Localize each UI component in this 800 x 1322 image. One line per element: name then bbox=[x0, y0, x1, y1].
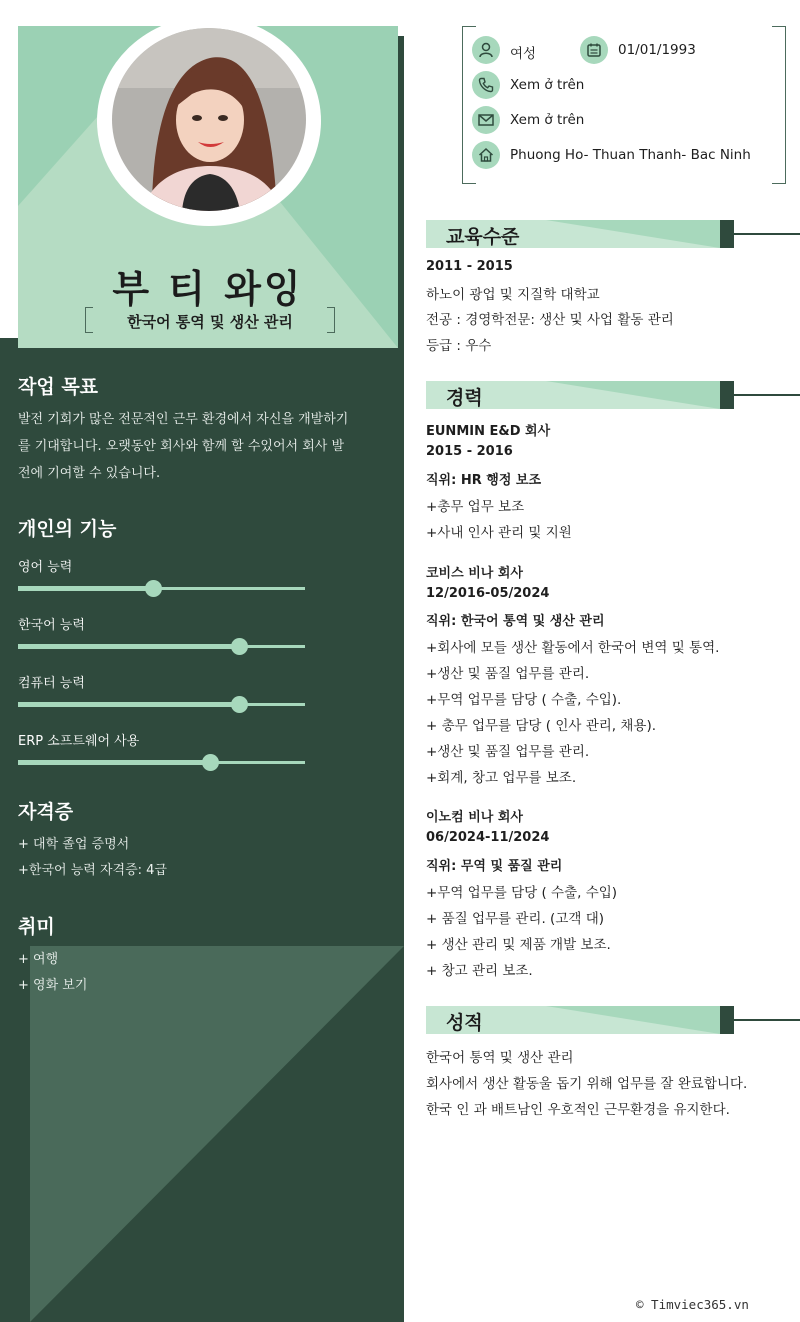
objective-text bbox=[18, 406, 386, 487]
job-period: 2015 - 2016 bbox=[426, 444, 513, 459]
home-icon bbox=[472, 141, 500, 169]
skill-bar-english bbox=[18, 587, 305, 590]
skill-label: 컴퓨터 능력 bbox=[18, 676, 85, 691]
achievements-heading: 성적 bbox=[446, 1012, 483, 1034]
contact-info-box bbox=[462, 26, 786, 184]
job-company: EUNMIN E&D 회사 bbox=[426, 424, 551, 439]
header-rule bbox=[734, 394, 800, 396]
job-position: 직위: 한국어 통역 및 생산 관리 bbox=[426, 614, 605, 629]
skill-bar-computer bbox=[18, 703, 305, 706]
hobby-item: + 영화 보기 bbox=[18, 978, 88, 993]
job-company: 이노컴 비나 회사 bbox=[426, 810, 523, 825]
calendar-icon bbox=[580, 36, 608, 64]
gender-value: 여성 bbox=[510, 46, 537, 62]
achievement-line: 한국 인 과 배트남인 우호적인 근무환경을 유지한다. bbox=[426, 1102, 730, 1118]
hobbies-heading: 취미 bbox=[18, 916, 55, 938]
phone-value: Xem ở trên bbox=[510, 77, 585, 93]
skills-heading: 개인의 기능 bbox=[18, 518, 117, 540]
job-duty: +사내 인사 관리 및 지원 bbox=[426, 525, 572, 541]
job-company: 코비스 비나 회사 bbox=[426, 566, 523, 581]
job-duty: +회사에 모들 생산 활동에서 한국어 변역 및 통역. bbox=[426, 640, 720, 656]
objective-line: 전에 기여할 수 있습니다. bbox=[18, 466, 161, 481]
job-position: 직위: 무역 및 품질 관리 bbox=[426, 859, 563, 874]
job-title: 한국어 통역 및 생산 관리 bbox=[127, 313, 293, 331]
skill-label: ERP 소프트웨어 사용 bbox=[18, 734, 140, 749]
skill-slider-knob bbox=[231, 696, 248, 713]
job-period: 12/2016-05/2024 bbox=[426, 586, 550, 601]
header-side-tab bbox=[398, 36, 404, 348]
objective-line: 를 기대합니다. 오랫동안 회사와 함께 할 수있어서 회사 발 bbox=[18, 439, 345, 454]
phone-icon bbox=[472, 71, 500, 99]
job-duty: +총무 업무 보조 bbox=[426, 499, 525, 515]
achievements-header bbox=[426, 1006, 736, 1034]
skill-label: 영어 능력 bbox=[18, 560, 73, 575]
job-duty: +생산 및 품질 업무를 관리. bbox=[426, 666, 590, 682]
experience-heading: 경력 bbox=[446, 387, 483, 409]
person-icon bbox=[472, 36, 500, 64]
certificates-heading: 자격증 bbox=[18, 801, 74, 823]
certificate-item: + 대학 졸업 증명서 bbox=[18, 837, 130, 852]
header-rule bbox=[734, 1019, 800, 1021]
header-rule bbox=[734, 233, 800, 235]
job-duty: +무역 업무를 담당 ( 수출, 수입). bbox=[426, 692, 622, 708]
education-major: 전공 : 경영학전문: 생산 및 사업 활동 관리 bbox=[426, 312, 674, 328]
education-period: 2011 - 2015 bbox=[426, 259, 513, 274]
job-duty: +회계, 창고 업무를 보조. bbox=[426, 770, 577, 786]
experience-header bbox=[426, 381, 736, 409]
skill-bar-fill bbox=[18, 586, 153, 591]
job-duty: +무역 업무를 담당 ( 수출, 수입) bbox=[426, 885, 618, 901]
address-value: Phuong Ho- Thuan Thanh- Bac Ninh bbox=[510, 147, 751, 163]
job-duty: + 총무 업무를 담당 ( 인사 관리, 채용). bbox=[426, 718, 656, 734]
objective-heading: 작업 목표 bbox=[18, 376, 99, 398]
achievement-line: 한국어 통역 및 생산 관리 bbox=[426, 1050, 574, 1066]
birthday-value: 01/01/1993 bbox=[618, 42, 696, 58]
skill-bar-fill bbox=[18, 760, 210, 765]
left-notch bbox=[0, 338, 18, 348]
job-position: 직위: HR 행정 보조 bbox=[426, 473, 542, 488]
skill-label: 한국어 능력 bbox=[18, 618, 85, 633]
contact-bracket-right bbox=[772, 26, 786, 184]
skill-bar-korean bbox=[18, 645, 305, 648]
job-period: 06/2024-11/2024 bbox=[426, 830, 550, 845]
job-duty: + 창고 관리 보조. bbox=[426, 963, 533, 979]
certificate-item: +한국어 능력 자격증: 4급 bbox=[18, 863, 167, 878]
skill-bar-fill bbox=[18, 644, 239, 649]
skill-bar-erp bbox=[18, 761, 305, 764]
job-duty: +생산 및 품질 업무를 관리. bbox=[426, 744, 590, 760]
education-grade: 등급 : 우수 bbox=[426, 338, 492, 354]
candidate-name: 부 티 와잉 bbox=[112, 267, 304, 311]
achievement-line: 회사에서 생산 활동울 돕기 위해 업무를 잘 완료합니다. bbox=[426, 1076, 748, 1092]
portrait-photo bbox=[112, 28, 306, 211]
email-value: Xem ở trên bbox=[510, 112, 585, 128]
hobby-item: + 여행 bbox=[18, 952, 59, 967]
education-school: 하노이 광업 및 지질학 대학교 bbox=[426, 287, 600, 303]
skill-bar-fill bbox=[18, 702, 239, 707]
objective-line: 발전 기회가 많은 전문적인 근무 환경에서 자신을 개발하기 bbox=[18, 412, 349, 427]
job-title-frame bbox=[85, 307, 335, 335]
mail-icon bbox=[472, 106, 500, 134]
footer-watermark: © Timviec365.vn bbox=[636, 1297, 749, 1312]
education-header bbox=[426, 220, 736, 248]
job-duty: + 품질 업무를 관리. (고객 대) bbox=[426, 911, 605, 927]
education-heading: 교육수준 bbox=[446, 226, 520, 248]
skill-slider-knob bbox=[231, 638, 248, 655]
job-duty: + 생산 관리 및 제품 개발 보조. bbox=[426, 937, 611, 953]
skill-slider-knob bbox=[145, 580, 162, 597]
